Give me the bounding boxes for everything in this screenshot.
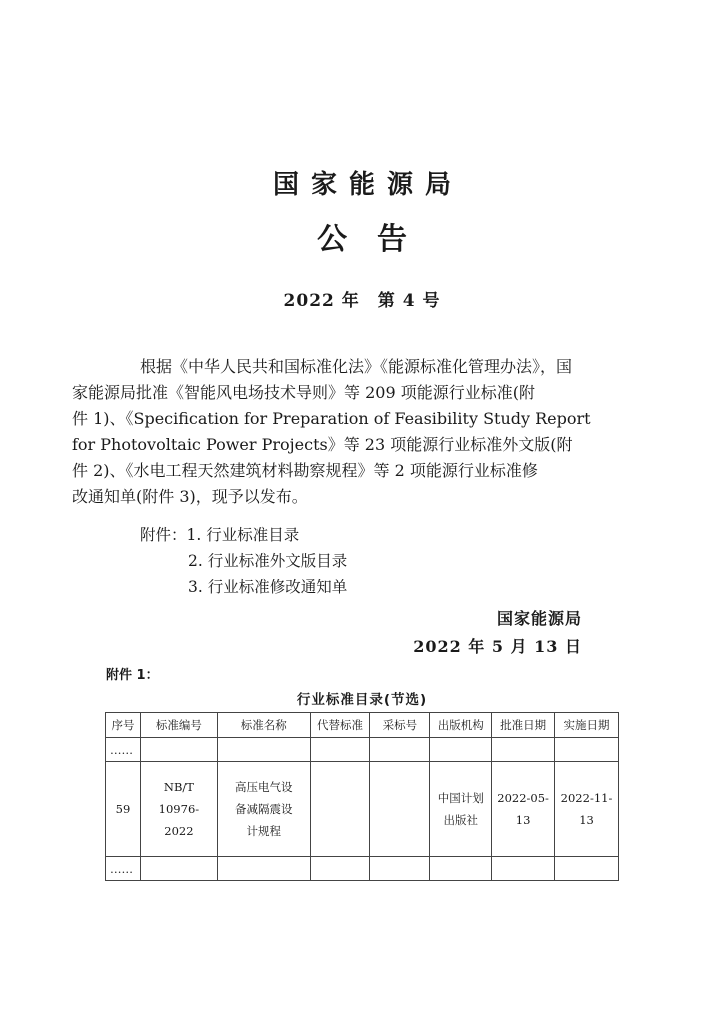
body-line: for Photovoltaic Power Projects》等 23 项能源行业标准外文版(附 <box>72 435 573 454</box>
cell-adopted <box>370 762 430 857</box>
body-line: 改通知单(附件 3)，现予以发布。 <box>72 487 308 506</box>
doc-number: 2022 年 第 4 号 <box>283 291 441 311</box>
announcement-body <box>72 354 618 510</box>
ellipsis-row <box>106 738 619 762</box>
body-line: 件 1)、《Specification for Preparation of Feasibility Study Report <box>72 409 591 428</box>
cell-publisher: 中国计划 出版社 <box>430 762 492 857</box>
cell-seq: 59 <box>106 762 141 857</box>
signature-org: 国家能源局 <box>496 609 582 628</box>
org-title: 国家能源局 <box>272 170 463 200</box>
signature-date: 2022 年 5 月 13 日 <box>413 637 582 656</box>
attachment-item-3: 3. 行业标准修改通知单 <box>188 578 348 596</box>
doc-type-title: 公告 <box>317 222 437 257</box>
attachment-list-head: 附件：1. 行业标准目录 <box>140 526 300 544</box>
cell-name: 高压电气设 备减隔震设 计规程 <box>217 762 310 857</box>
attachment-item-2: 2. 行业标准外文版目录 <box>188 552 348 570</box>
body-line: 家能源局批准《智能风电场技术导则》等 209 项能源行业标准(附 <box>72 383 535 402</box>
cell-replaces <box>310 762 370 857</box>
body-line: 件 2)、《水电工程天然建筑材料勘察规程》等 2 项能源行业标准修 <box>72 461 538 480</box>
col-header-publisher: 出版机构 <box>430 713 492 738</box>
appendix-label: 附件 1： <box>106 668 159 683</box>
col-header-replaces: 代替标准 <box>310 713 370 738</box>
col-header-code: 标准编号 <box>140 713 217 738</box>
body-line: 根据《中华人民共和国标准化法》《能源标准化管理办法》，国 <box>140 357 573 376</box>
col-header-approved: 批准日期 <box>492 713 555 738</box>
standards-table <box>105 712 619 881</box>
cell-approved: 2022-05-13 <box>492 762 555 857</box>
ellipsis-cell: …… <box>106 857 141 881</box>
ellipsis-row <box>106 857 619 881</box>
col-header-name: 标准名称 <box>217 713 310 738</box>
cell-code: NB/T 10976-2022 <box>140 762 217 857</box>
table-header-row <box>106 713 619 738</box>
col-header-effective: 实施日期 <box>555 713 619 738</box>
col-header-seq: 序号 <box>106 713 141 738</box>
cell-effective: 2022-11-13 <box>555 762 619 857</box>
col-header-adopted: 采标号 <box>370 713 430 738</box>
table-title: 行业标准目录(节选) <box>296 692 428 708</box>
ellipsis-cell: …… <box>106 738 141 762</box>
table-row <box>106 762 619 857</box>
